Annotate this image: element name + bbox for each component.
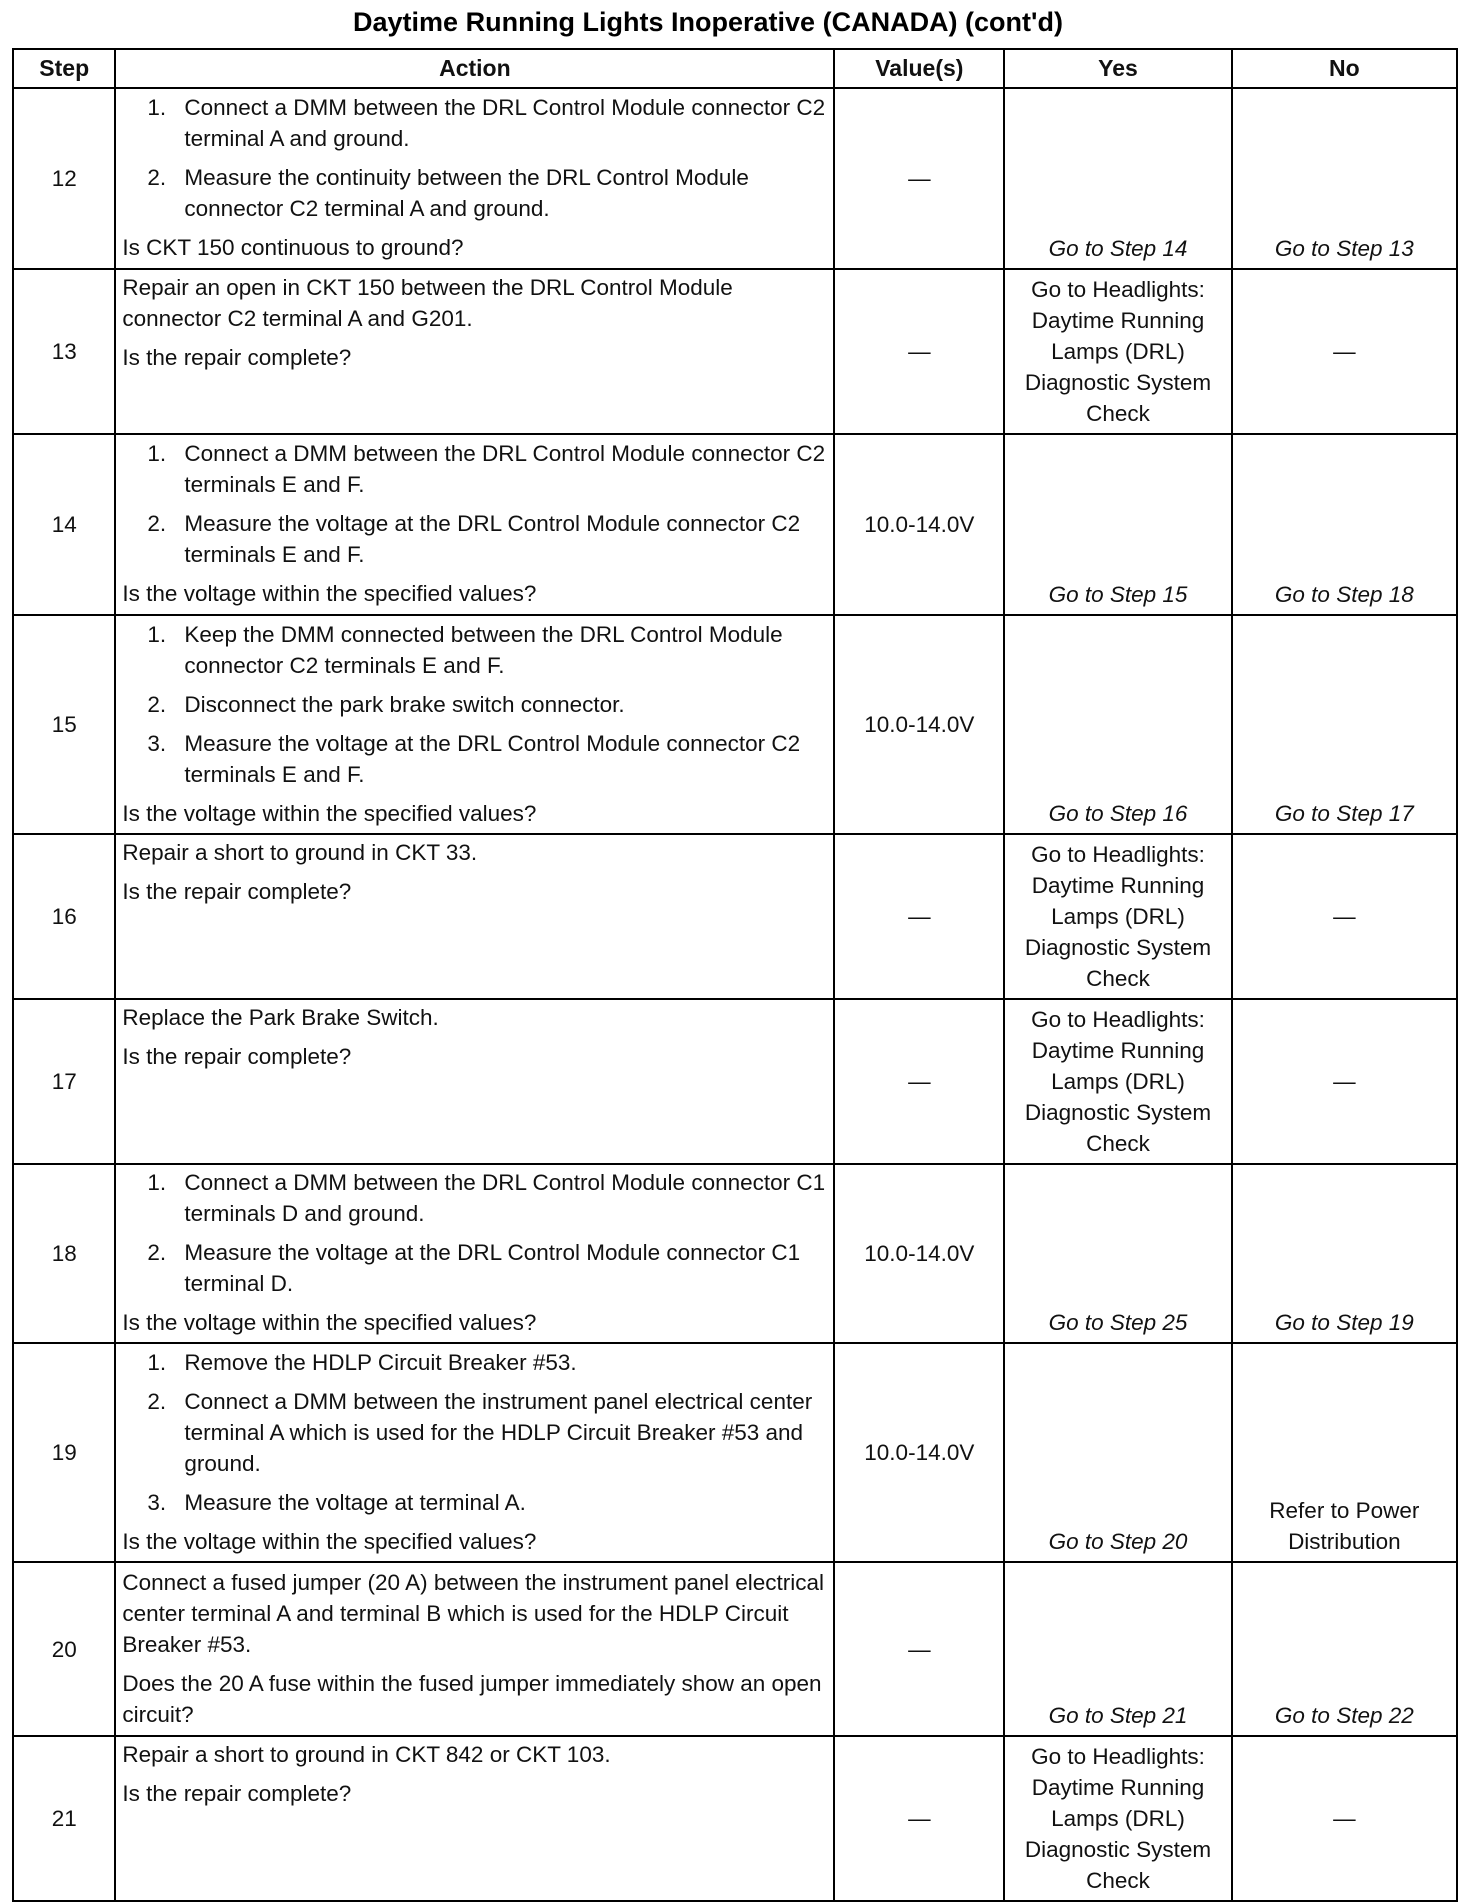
list-item: 2. Disconnect the park brake switch connector. bbox=[147, 691, 625, 717]
action-text: Repair an open in CKT 150 between the DRL Control Module connector C2 terminal A and G201. bbox=[122, 275, 733, 331]
step-number: 18 bbox=[13, 1164, 115, 1343]
list-item: 2. Measure the continuity between the DRL Control Module connector C2 terminal A and ground. bbox=[147, 165, 749, 221]
step-number: 12 bbox=[13, 88, 115, 269]
table-header-row bbox=[13, 49, 1457, 88]
column-header-action: Action bbox=[115, 49, 834, 88]
action-cell bbox=[115, 1343, 834, 1562]
action-cell bbox=[115, 1736, 834, 1901]
yes-result: Go to Step 14 bbox=[1004, 88, 1231, 269]
no-result: Go to Step 18 bbox=[1232, 434, 1457, 615]
yes-result: Go to Headlights: Daytime Running Lamps (DRL) Diagnostic System Check bbox=[1004, 269, 1231, 434]
value-cell: 10.0-14.0V bbox=[834, 434, 1004, 615]
question-text: Is the voltage within the specified values? bbox=[122, 581, 537, 606]
action-cell bbox=[115, 999, 834, 1164]
no-result: Refer to Power Distribution bbox=[1232, 1343, 1457, 1562]
value-cell: — bbox=[834, 834, 1004, 999]
yes-result: Go to Step 21 bbox=[1004, 1562, 1231, 1736]
question-text: Is the repair complete? bbox=[122, 345, 352, 370]
action-cell bbox=[115, 88, 834, 269]
no-result: — bbox=[1232, 999, 1457, 1164]
list-item: 1. Keep the DMM connected between the DRL Control Module connector C2 terminals E and F. bbox=[147, 621, 783, 678]
value-cell: — bbox=[834, 1736, 1004, 1901]
list-item: 1. Connect a DMM between the DRL Control Module connector C2 terminal A and ground. bbox=[147, 95, 826, 151]
yes-result: Go to Headlights: Daytime Running Lamps (DRL) Diagnostic System Check bbox=[1004, 834, 1231, 999]
value-cell: — bbox=[834, 269, 1004, 434]
question-text: Is the repair complete? bbox=[122, 1044, 352, 1069]
column-header-values: Value(s) bbox=[834, 49, 1004, 88]
action-cell bbox=[115, 615, 834, 834]
list-item: 2. Measure the voltage at the DRL Control Module connector C2 terminals E and F. bbox=[147, 511, 801, 567]
table-row bbox=[13, 615, 1457, 834]
step-number: 19 bbox=[13, 1343, 115, 1562]
yes-result: Go to Headlights: Daytime Running Lamps (DRL) Diagnostic System Check bbox=[1004, 1736, 1231, 1901]
no-result: Go to Step 13 bbox=[1232, 88, 1457, 269]
list-item: 3. Measure the voltage at the DRL Control Module connector C2 terminals E and F. bbox=[147, 730, 801, 787]
step-number: 14 bbox=[13, 434, 115, 615]
list-item: 2. Connect a DMM between the instrument panel electrical center terminal A which is used for the HDLP Circuit Breaker #53 and ground. bbox=[147, 1388, 813, 1476]
step-number: 20 bbox=[13, 1562, 115, 1736]
no-result: — bbox=[1232, 834, 1457, 999]
action-text: Connect a fused jumper (20 A) between the instrument panel electrical center terminal A and terminal B which is used for the HDLP Circuit Breaker #53. bbox=[122, 1569, 825, 1657]
question-text: Is the voltage within the specified values? bbox=[122, 800, 537, 826]
column-header-step: Step bbox=[13, 49, 115, 88]
action-text: Repair a short to ground in CKT 842 or CKT 103. bbox=[122, 1742, 611, 1767]
list-item: 1. Connect a DMM between the DRL Control Module connector C1 terminals D and ground. bbox=[147, 1170, 826, 1226]
column-header-no: No bbox=[1232, 49, 1457, 88]
value-cell: — bbox=[834, 999, 1004, 1164]
value-cell: 10.0-14.0V bbox=[834, 615, 1004, 834]
question-text: Is the voltage within the specified values? bbox=[122, 1528, 537, 1554]
table-row bbox=[13, 1562, 1457, 1736]
list-item: 1. Connect a DMM between the DRL Control Module connector C2 terminals E and F. bbox=[147, 441, 826, 497]
action-cell bbox=[115, 1562, 834, 1736]
yes-result: Go to Step 25 bbox=[1004, 1164, 1231, 1343]
list-item: 3. Measure the voltage at terminal A. bbox=[147, 1489, 526, 1515]
table-row bbox=[13, 88, 1457, 269]
step-number: 15 bbox=[13, 615, 115, 834]
no-result: — bbox=[1232, 269, 1457, 434]
no-result: Go to Step 22 bbox=[1232, 1562, 1457, 1736]
table-row bbox=[13, 1164, 1457, 1343]
action-cell bbox=[115, 269, 834, 434]
no-result: Go to Step 19 bbox=[1232, 1164, 1457, 1343]
value-cell: — bbox=[834, 88, 1004, 269]
value-cell: — bbox=[834, 1562, 1004, 1736]
question-text: Does the 20 A fuse within the fused jumper immediately show an open circuit? bbox=[122, 1670, 822, 1727]
yes-result: Go to Headlights: Daytime Running Lamps (DRL) Diagnostic System Check bbox=[1004, 999, 1231, 1164]
step-number: 17 bbox=[13, 999, 115, 1164]
yes-result: Go to Step 15 bbox=[1004, 434, 1231, 615]
action-cell bbox=[115, 434, 834, 615]
no-result: — bbox=[1232, 1736, 1457, 1901]
question-text: Is the voltage within the specified values? bbox=[122, 1310, 537, 1335]
action-text: Replace the Park Brake Switch. bbox=[122, 1005, 439, 1030]
table-row bbox=[13, 999, 1457, 1164]
step-number: 13 bbox=[13, 269, 115, 434]
question-text: Is the repair complete? bbox=[122, 879, 352, 904]
list-item: 2. Measure the voltage at the DRL Control Module connector C1 terminal D. bbox=[147, 1240, 801, 1296]
table-row bbox=[13, 1736, 1457, 1901]
question-text: Is CKT 150 continuous to ground? bbox=[122, 235, 464, 260]
list-item: 1. Remove the HDLP Circuit Breaker #53. bbox=[147, 1349, 577, 1375]
page-title: Daytime Running Lights Inoperative (CANADA) (cont'd) bbox=[353, 7, 1063, 37]
diagnostic-table bbox=[12, 48, 1458, 1902]
action-cell bbox=[115, 834, 834, 999]
column-header-yes: Yes bbox=[1004, 49, 1231, 88]
action-text: Repair a short to ground in CKT 33. bbox=[122, 840, 478, 865]
yes-result: Go to Step 16 bbox=[1004, 615, 1231, 834]
no-result: Go to Step 17 bbox=[1232, 615, 1457, 834]
step-number: 21 bbox=[13, 1736, 115, 1901]
value-cell: 10.0-14.0V bbox=[834, 1164, 1004, 1343]
yes-result: Go to Step 20 bbox=[1004, 1343, 1231, 1562]
table-row bbox=[13, 1343, 1457, 1562]
action-cell bbox=[115, 1164, 834, 1343]
table-row bbox=[13, 834, 1457, 999]
value-cell: 10.0-14.0V bbox=[834, 1343, 1004, 1562]
table-row bbox=[13, 434, 1457, 615]
step-number: 16 bbox=[13, 834, 115, 999]
table-row bbox=[13, 269, 1457, 434]
question-text: Is the repair complete? bbox=[122, 1781, 352, 1806]
